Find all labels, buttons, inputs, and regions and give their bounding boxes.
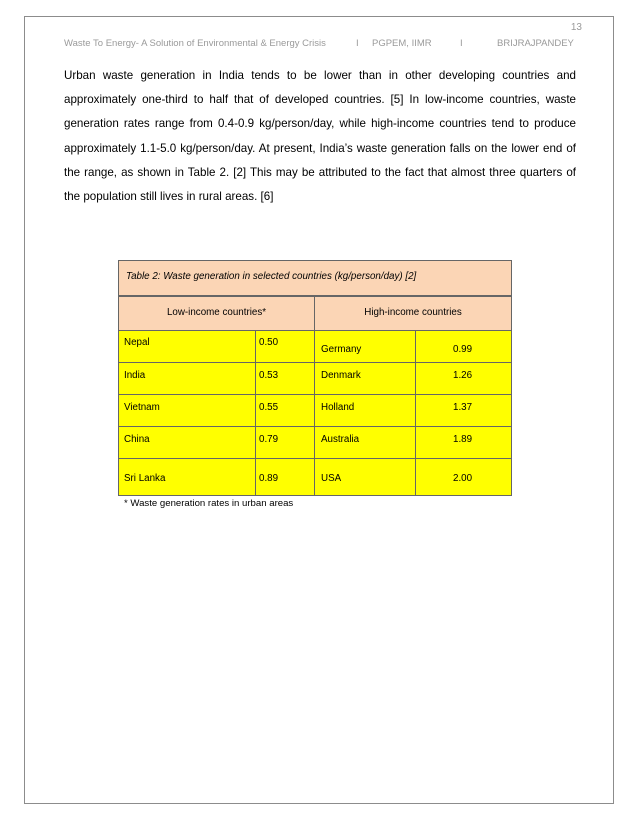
table-caption: Table 2: Waste generation in selected countries (kg/person/day) [2] — [118, 260, 512, 296]
table-cell-value: 0.99 — [415, 330, 512, 363]
table-cell-value: 1.26 — [415, 362, 512, 395]
table-cell-country: Australia — [314, 426, 416, 459]
table-cell-country: Holland — [314, 394, 416, 427]
table-cell-value: 1.37 — [415, 394, 512, 427]
table-footnote: * Waste generation rates in urban areas — [124, 498, 294, 509]
table-cell-value: 1.89 — [415, 426, 512, 459]
table-cell-country: Nepal — [118, 330, 256, 363]
table-cell-value: 0.89 — [255, 458, 315, 496]
table-cell-country: China — [118, 426, 256, 459]
body-paragraph: Urban waste generation in India tends to be lower than in other developing countries and approximately one-third to half that of developed countries. [5] In low-income countries, waste generation rates range from 0.4-0.9 kg/person/day, while high-income countries tend to produce approximately 1.1-5.0 kg/person/day. At present, India’s waste generation falls on the lower end of the range, as shown in Table 2. [2] This may be attributed to the fact that almost three quarters of the population still lives in rural areas. [6] — [64, 69, 576, 204]
table-cell-country: Germany — [314, 330, 416, 363]
header-program: PGPEM, IIMR — [372, 38, 432, 49]
table-cell-country: Sri Lanka — [118, 458, 256, 496]
header-author: BRIJRAJPANDEY — [497, 38, 574, 49]
table-cell-country: Vietnam — [118, 394, 256, 427]
waste-generation-table — [118, 260, 512, 496]
header-low-income: Low-income countries* — [118, 296, 315, 331]
page-number: 13 — [570, 22, 582, 33]
table-cell-value: 0.53 — [255, 362, 315, 395]
table-cell-country: Denmark — [314, 362, 416, 395]
table-cell-value: 2.00 — [415, 458, 512, 496]
header-high-income: High-income countries — [314, 296, 512, 331]
table-cell-value: 0.55 — [255, 394, 315, 427]
header-separator: I — [356, 38, 359, 49]
table-cell-country: USA — [314, 458, 416, 496]
header-separator: I — [460, 38, 463, 49]
table-cell-value: 0.79 — [255, 426, 315, 459]
header-title: Waste To Energy- A Solution of Environmental & Energy Crisis — [64, 38, 326, 49]
table-cell-value: 0.50 — [255, 330, 315, 363]
table-cell-country: India — [118, 362, 256, 395]
